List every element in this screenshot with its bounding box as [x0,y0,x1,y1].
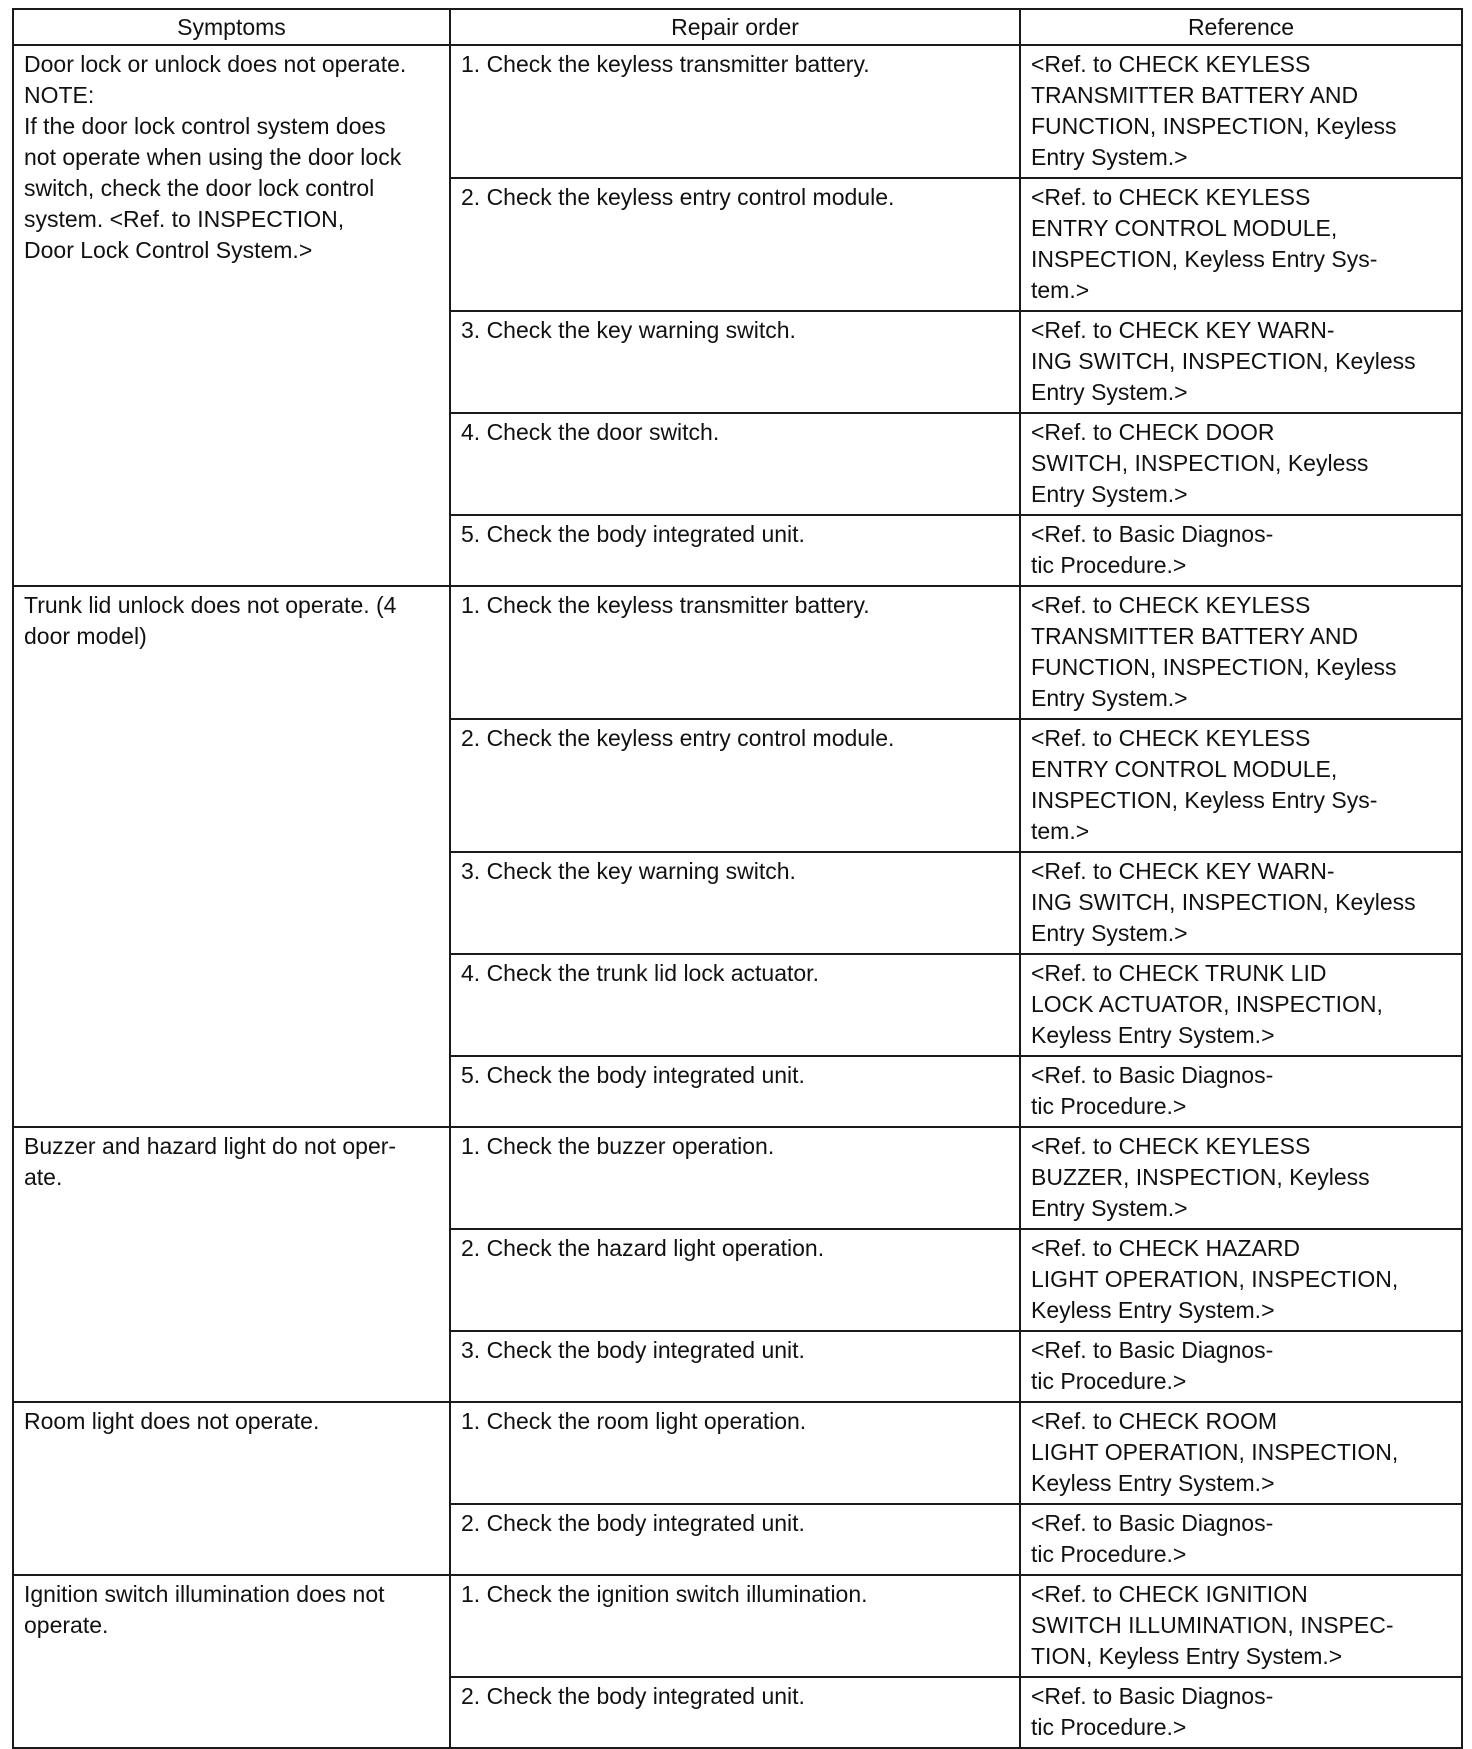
reference-cell [1020,413,1462,515]
symptom-text-line: Ignition switch illumination does not [24,1581,385,1607]
reference-text-line: LIGHT OPERATION, INSPECTION, [1031,1439,1399,1465]
reference-text-line: INSPECTION, Keyless Entry Sys- [1031,246,1378,272]
reference-text-line: <Ref. to CHECK HAZARD [1031,1235,1301,1261]
reference-text-line: tem.> [1031,277,1090,303]
reference-text-line: SWITCH ILLUMINATION, INSPEC- [1031,1612,1394,1638]
reference-text-line: BUZZER, INSPECTION, Keyless [1031,1164,1370,1190]
symptom-cell [13,1402,450,1575]
repair-order-cell: 3. Check the key warning switch. [450,311,1020,413]
reference-text-line: FUNCTION, INSPECTION, Keyless [1031,113,1397,139]
reference-text-line: <Ref. to CHECK KEYLESS [1031,184,1311,210]
repair-order-cell: 3. Check the body integrated unit. [450,1331,1020,1402]
symptom-text-line: Door lock or unlock does not operate. [24,51,407,77]
reference-text-line: Entry System.> [1031,685,1188,711]
reference-text-line: INSPECTION, Keyless Entry Sys- [1031,787,1378,813]
reference-text-line: <Ref. to CHECK KEYLESS [1031,725,1311,751]
reference-text-line: tem.> [1031,818,1090,844]
header-row [13,9,1462,45]
repair-order-cell: 1. Check the buzzer operation. [450,1127,1020,1229]
reference-text-line: tic Procedure.> [1031,552,1187,578]
reference-text-line: tic Procedure.> [1031,1093,1187,1119]
reference-text-line: <Ref. to Basic Diagnos- [1031,1683,1274,1709]
repair-order-cell: 1. Check the keyless transmitter battery. [450,586,1020,719]
header-reference: Reference [1020,9,1462,45]
reference-text-line: Keyless Entry System.> [1031,1297,1275,1323]
reference-text-line: SWITCH, INSPECTION, Keyless [1031,450,1369,476]
reference-text-line: <Ref. to CHECK IGNITION [1031,1581,1308,1607]
repair-order-cell: 1. Check the ignition switch illumination. [450,1575,1020,1677]
repair-order-cell: 2. Check the keyless entry control module. [450,719,1020,852]
reference-cell [1020,1402,1462,1504]
repair-order-cell: 3. Check the key warning switch. [450,852,1020,954]
reference-text-line: <Ref. to Basic Diagnos- [1031,1062,1274,1088]
symptom-text-line: system. <Ref. to INSPECTION, [24,206,345,232]
symptom-text-line: Buzzer and hazard light do not oper- [24,1133,397,1159]
repair-order-cell: 5. Check the body integrated unit. [450,515,1020,586]
reference-text-line: <Ref. to Basic Diagnos- [1031,521,1274,547]
table-row [13,1127,1462,1229]
reference-text-line: <Ref. to CHECK KEYLESS [1031,51,1311,77]
reference-text-line: Entry System.> [1031,1195,1188,1221]
reference-cell [1020,45,1462,178]
table-row [13,1575,1462,1677]
reference-text-line: <Ref. to CHECK KEYLESS [1031,1133,1311,1159]
reference-cell [1020,515,1462,586]
reference-text-line: FUNCTION, INSPECTION, Keyless [1031,654,1397,680]
reference-cell [1020,1677,1462,1748]
symptom-text-line: Room light does not operate. [24,1408,320,1434]
reference-text-line: ING SWITCH, INSPECTION, Keyless [1031,889,1416,915]
table-body [13,45,1462,1748]
reference-text-line: <Ref. to CHECK KEYLESS [1031,592,1311,618]
reference-cell [1020,719,1462,852]
reference-cell [1020,1229,1462,1331]
reference-text-line: <Ref. to CHECK DOOR [1031,419,1275,445]
header-repair-order: Repair order [450,9,1020,45]
reference-text-line: <Ref. to CHECK ROOM [1031,1408,1278,1434]
reference-text-line: Entry System.> [1031,481,1188,507]
reference-text-line: Keyless Entry System.> [1031,1470,1275,1496]
symptom-text-line: door model) [24,623,147,649]
reference-text-line: LOCK ACTUATOR, INSPECTION, [1031,991,1383,1017]
reference-text-line: <Ref. to Basic Diagnos- [1031,1337,1274,1363]
symptom-text-line: Door Lock Control System.> [24,237,313,263]
symptom-cell [13,45,450,586]
reference-text-line: Entry System.> [1031,144,1188,170]
table-row [13,45,1462,178]
reference-text-line: tic Procedure.> [1031,1368,1187,1394]
reference-cell [1020,954,1462,1056]
repair-order-cell: 1. Check the room light operation. [450,1402,1020,1504]
symptom-text-line: operate. [24,1612,109,1638]
reference-cell [1020,1127,1462,1229]
reference-text-line: TRANSMITTER BATTERY AND [1031,623,1359,649]
reference-text-line: <Ref. to CHECK TRUNK LID [1031,960,1327,986]
symptom-text-line: ate. [24,1164,63,1190]
reference-text-line: ENTRY CONTROL MODULE, [1031,215,1338,241]
repair-order-cell: 4. Check the trunk lid lock actuator. [450,954,1020,1056]
reference-text-line: tic Procedure.> [1031,1714,1187,1740]
reference-cell [1020,852,1462,954]
reference-text-line: ENTRY CONTROL MODULE, [1031,756,1338,782]
reference-text-line: Entry System.> [1031,379,1188,405]
reference-cell [1020,1575,1462,1677]
reference-text-line: <Ref. to CHECK KEY WARN- [1031,317,1335,343]
reference-cell [1020,311,1462,413]
reference-text-line: <Ref. to Basic Diagnos- [1031,1510,1274,1536]
reference-text-line: TION, Keyless Entry System.> [1031,1643,1343,1669]
reference-cell [1020,1056,1462,1127]
reference-cell [1020,178,1462,311]
reference-text-line: TRANSMITTER BATTERY AND [1031,82,1359,108]
troubleshooting-table [12,8,1463,1749]
symptom-text-line: switch, check the door lock control [24,175,375,201]
repair-order-cell: 4. Check the door switch. [450,413,1020,515]
symptom-text-line: not operate when using the door lock [24,144,402,170]
reference-cell [1020,1331,1462,1402]
repair-order-cell: 2. Check the body integrated unit. [450,1504,1020,1575]
reference-text-line: Entry System.> [1031,920,1188,946]
symptom-text-line: NOTE: [24,82,95,108]
symptom-cell [13,1575,450,1748]
reference-text-line: <Ref. to CHECK KEY WARN- [1031,858,1335,884]
reference-cell [1020,1504,1462,1575]
repair-order-cell: 1. Check the keyless transmitter battery. [450,45,1020,178]
symptom-text-line: If the door lock control system does [24,113,386,139]
reference-text-line: tic Procedure.> [1031,1541,1187,1567]
reference-text-line: Keyless Entry System.> [1031,1022,1275,1048]
table-row [13,1402,1462,1504]
reference-text-line: ING SWITCH, INSPECTION, Keyless [1031,348,1416,374]
table-row [13,586,1462,719]
reference-text-line: LIGHT OPERATION, INSPECTION, [1031,1266,1399,1292]
repair-order-cell: 5. Check the body integrated unit. [450,1056,1020,1127]
repair-order-cell: 2. Check the keyless entry control module. [450,178,1020,311]
symptom-text-line: Trunk lid unlock does not operate. (4 [24,592,397,618]
repair-order-cell: 2. Check the body integrated unit. [450,1677,1020,1748]
header-symptoms: Symptoms [13,9,450,45]
reference-cell [1020,586,1462,719]
repair-order-cell: 2. Check the hazard light operation. [450,1229,1020,1331]
symptom-cell [13,586,450,1127]
symptom-cell [13,1127,450,1402]
